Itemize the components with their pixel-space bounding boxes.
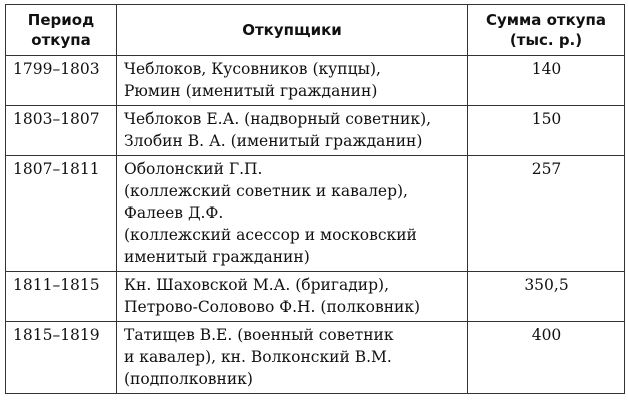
header-period: Период откупа	[6, 5, 117, 56]
otkup-table	[5, 4, 625, 394]
period-cell: 1815–1819	[6, 322, 117, 394]
table-row	[6, 272, 625, 322]
period-cell: 1799–1803	[6, 56, 117, 106]
header-farmers: Откупщики	[117, 5, 468, 56]
farmers-cell: Кн. Шаховской М.А. (бригадир), Петрово-Соловово Ф.Н. (полковник)	[117, 272, 468, 322]
table-row	[6, 156, 625, 272]
period-cell: 1803–1807	[6, 106, 117, 156]
sum-cell: 400	[468, 322, 625, 394]
table-row	[6, 106, 625, 156]
header-sum: Сумма откупа (тыс. р.)	[468, 5, 625, 56]
farmers-cell: Чеблоков, Кусовников (купцы), Рюмин (именитый гражданин)	[117, 56, 468, 106]
farmers-cell: Чеблоков Е.А. (надворный советник), Злобин В. А. (именитый гражданин)	[117, 106, 468, 156]
header-row	[6, 5, 625, 56]
sum-cell: 140	[468, 56, 625, 106]
farmers-cell: Оболонский Г.П. (коллежский советник и кавалер), Фалеев Д.Ф. (коллежский асессор и московский именитый гражданин)	[117, 156, 468, 272]
sum-cell: 257	[468, 156, 625, 272]
sum-cell: 350,5	[468, 272, 625, 322]
sum-cell: 150	[468, 106, 625, 156]
period-cell: 1811–1815	[6, 272, 117, 322]
farmers-cell: Татищев В.Е. (военный советник и кавалер), кн. Волконский В.М. (подполковник)	[117, 322, 468, 394]
period-cell: 1807–1811	[6, 156, 117, 272]
table-row	[6, 56, 625, 106]
table-row	[6, 322, 625, 394]
